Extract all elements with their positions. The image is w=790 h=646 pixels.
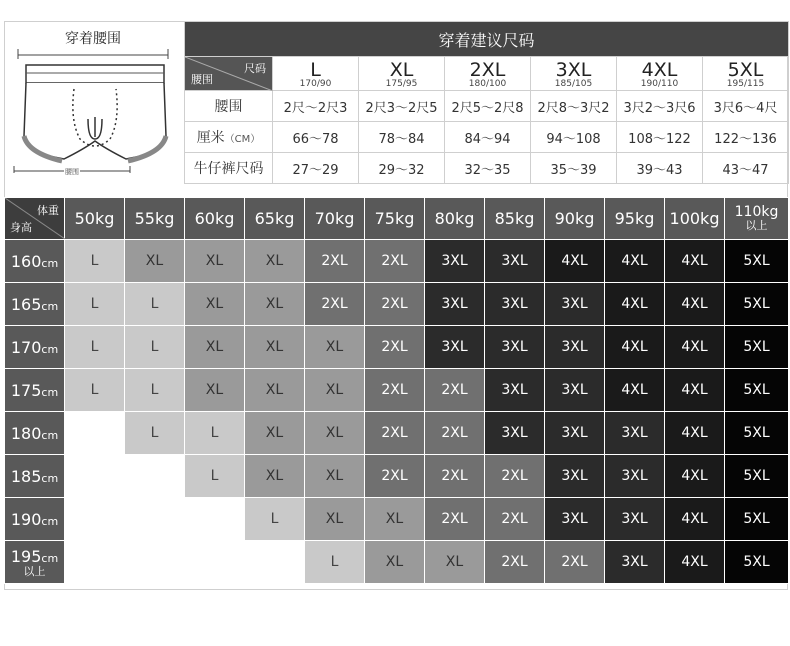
size-sub: 170/90	[299, 78, 332, 89]
size-cell: XL	[245, 412, 305, 455]
size-cell: L	[305, 541, 365, 584]
size-cell: L	[125, 369, 185, 412]
spec-row-label-cm: 厘米（CM）	[185, 122, 273, 153]
size-cell: XL	[365, 498, 425, 541]
size-label: 3XL	[555, 58, 592, 81]
height-row	[5, 498, 789, 541]
weight-header	[125, 198, 185, 240]
size-cell: 3XL	[545, 455, 605, 498]
size-cell: XL	[185, 283, 245, 326]
size-cell: XL	[305, 326, 365, 369]
size-cell: 5XL	[725, 240, 789, 283]
size-cell	[125, 455, 185, 498]
size-col-4XL	[617, 57, 703, 91]
height-unit: cm	[41, 256, 59, 270]
size-cell: 2XL	[425, 412, 485, 455]
size-cell: 5XL	[725, 541, 789, 584]
size-cell	[65, 541, 125, 584]
height-unit: cm	[41, 551, 59, 565]
weight-header	[185, 198, 245, 240]
height-unit: cm	[41, 514, 59, 528]
size-label: L	[310, 58, 321, 81]
size-cell: 4XL	[665, 412, 725, 455]
size-cell: XL	[245, 326, 305, 369]
size-cell: 4XL	[665, 541, 725, 584]
size-cell: XL	[245, 240, 305, 283]
size-cell: 2XL	[365, 326, 425, 369]
size-cell: XL	[305, 369, 365, 412]
height-value: 180	[10, 423, 42, 443]
size-cell: 2XL	[365, 455, 425, 498]
height-header	[5, 369, 65, 412]
size-cell: XL	[185, 326, 245, 369]
weight-header	[545, 198, 605, 240]
size-cell: XL	[305, 412, 365, 455]
size-cell	[65, 498, 125, 541]
size-cell: XL	[245, 455, 305, 498]
weight-label: 75kg	[374, 209, 415, 228]
size-cell: XL	[185, 240, 245, 283]
size-cell	[65, 455, 125, 498]
size-cell: 5XL	[725, 498, 789, 541]
weight-label: 100kg	[669, 209, 720, 228]
briefs-icon	[4, 21, 182, 182]
size-cell: XL	[125, 240, 185, 283]
size-cell: 3XL	[545, 326, 605, 369]
size-cell: 3XL	[485, 326, 545, 369]
size-cell: 3XL	[485, 240, 545, 283]
spec-cell: 66～78	[273, 122, 359, 153]
size-label: XL	[389, 58, 414, 81]
size-cell: 4XL	[665, 369, 725, 412]
size-cell: 2XL	[485, 541, 545, 584]
size-cell: 2XL	[425, 369, 485, 412]
size-col-2XL	[445, 57, 531, 91]
spec-cell: 84～94	[445, 122, 531, 153]
size-cell: 3XL	[605, 412, 665, 455]
size-cell: 4XL	[605, 326, 665, 369]
size-spec-table	[184, 21, 789, 184]
size-cell: L	[245, 498, 305, 541]
illustration-title: 穿着腰围	[65, 31, 121, 47]
height-value: 190	[10, 509, 42, 529]
spec-cell: 2尺5～2尺8	[445, 91, 531, 122]
size-col-5XL	[703, 57, 789, 91]
size-cell: 5XL	[725, 326, 789, 369]
weight-header	[485, 198, 545, 240]
size-cell: L	[185, 412, 245, 455]
height-value: 160	[10, 251, 42, 271]
size-cell: 5XL	[725, 455, 789, 498]
height-row	[5, 541, 789, 584]
size-cell: XL	[185, 369, 245, 412]
size-cell: XL	[305, 498, 365, 541]
spec-cell: 39～43	[617, 153, 703, 184]
size-cell: L	[125, 283, 185, 326]
weight-label-line2: 以上	[745, 218, 768, 232]
size-cell: L	[65, 240, 125, 283]
height-header	[5, 240, 65, 283]
size-sub: 185/105	[554, 78, 593, 89]
size-cell: XL	[305, 455, 365, 498]
height-unit: cm	[41, 428, 59, 442]
size-sub: 175/95	[385, 78, 418, 89]
size-cell: 3XL	[425, 240, 485, 283]
weight-header	[305, 198, 365, 240]
size-cell	[65, 412, 125, 455]
size-cell	[185, 498, 245, 541]
height-unit: cm	[41, 299, 59, 313]
height-row	[5, 369, 789, 412]
weight-label: 65kg	[254, 209, 295, 228]
size-cell: 3XL	[485, 283, 545, 326]
size-cell: 3XL	[485, 412, 545, 455]
size-cell: 3XL	[605, 498, 665, 541]
height-row	[5, 283, 789, 326]
size-cell: 4XL	[545, 240, 605, 283]
weight-header	[605, 198, 665, 240]
size-cell: 2XL	[365, 369, 425, 412]
spec-cell: 32～35	[445, 153, 531, 184]
size-cell	[125, 498, 185, 541]
size-cell: 5XL	[725, 412, 789, 455]
size-cell: 4XL	[605, 240, 665, 283]
size-sub: 180/100	[468, 78, 507, 89]
size-cell: 2XL	[425, 498, 485, 541]
size-cell: 2XL	[425, 455, 485, 498]
size-cell: 4XL	[605, 369, 665, 412]
size-cell: 2XL	[485, 455, 545, 498]
size-cell: 2XL	[365, 412, 425, 455]
size-cell: 4XL	[605, 283, 665, 326]
size-cell	[245, 541, 305, 584]
spec-cell: 43～47	[703, 153, 789, 184]
size-recommendation-grid	[4, 197, 789, 584]
size-label: 5XL	[727, 58, 764, 81]
spec-cell: 122～136	[703, 122, 789, 153]
size-cell: 3XL	[545, 498, 605, 541]
size-cell	[125, 541, 185, 584]
weight-label: 70kg	[314, 209, 355, 228]
spec-cell: 94～108	[531, 122, 617, 153]
height-header	[5, 412, 65, 455]
height-header	[5, 498, 65, 541]
size-cell: 2XL	[365, 240, 425, 283]
weight-header-row	[5, 198, 789, 240]
spec-row-label-waist: 腰围	[185, 91, 273, 122]
weight-header	[665, 198, 725, 240]
size-cell: 5XL	[725, 369, 789, 412]
height-unit: cm	[41, 385, 59, 399]
height-value: 195	[10, 546, 42, 566]
size-cell: L	[65, 369, 125, 412]
size-col-XL	[359, 57, 445, 91]
weight-label: 60kg	[194, 209, 235, 228]
size-cell: 3XL	[545, 283, 605, 326]
size-cell: XL	[425, 541, 485, 584]
size-cell: XL	[245, 369, 305, 412]
size-cell: 4XL	[665, 455, 725, 498]
weight-header	[65, 198, 125, 240]
weight-header	[365, 198, 425, 240]
spec-corner-top: 尺码	[244, 62, 266, 75]
waist-illustration	[4, 21, 182, 182]
size-col-L	[273, 57, 359, 91]
size-cell: 4XL	[665, 283, 725, 326]
spec-cell: 29～32	[359, 153, 445, 184]
weight-header	[725, 198, 789, 240]
height-row	[5, 412, 789, 455]
height-value: 170	[10, 337, 42, 357]
size-cell: 4XL	[665, 240, 725, 283]
spec-cell: 2尺～2尺3	[273, 91, 359, 122]
grid-body	[5, 240, 789, 584]
height-header	[5, 541, 65, 584]
spec-cell: 108～122	[617, 122, 703, 153]
spec-cell: 78～84	[359, 122, 445, 153]
size-cell: 2XL	[545, 541, 605, 584]
size-sub: 195/115	[726, 78, 765, 89]
grid-corner-cell	[5, 198, 65, 240]
spec-cell: 3尺6～4尺	[703, 91, 789, 122]
spec-row-label-jeans: 牛仔裤尺码	[185, 153, 273, 184]
size-cell: 4XL	[665, 326, 725, 369]
height-row	[5, 455, 789, 498]
size-cell: L	[65, 326, 125, 369]
height-header	[5, 455, 65, 498]
size-sub: 190/110	[640, 78, 679, 89]
grid-corner-bottom: 身高	[10, 221, 32, 234]
size-cell	[185, 541, 245, 584]
size-cell: XL	[365, 541, 425, 584]
spec-cell: 35～39	[531, 153, 617, 184]
size-cell: 5XL	[725, 283, 789, 326]
size-cell: 3XL	[425, 326, 485, 369]
size-col-3XL	[531, 57, 617, 91]
size-cell: XL	[245, 283, 305, 326]
height-row	[5, 326, 789, 369]
weight-label: 110kg	[734, 203, 779, 220]
weight-label: 50kg	[74, 209, 115, 228]
weight-label: 95kg	[614, 209, 655, 228]
height-unit: cm	[41, 471, 59, 485]
spec-banner: 穿着建议尺码	[185, 22, 789, 57]
size-cell: 2XL	[365, 283, 425, 326]
weight-header	[245, 198, 305, 240]
weight-label: 80kg	[434, 209, 475, 228]
size-cell: 3XL	[485, 369, 545, 412]
size-cell: L	[65, 283, 125, 326]
height-unit: cm	[41, 342, 59, 356]
spec-cell: 2尺8～3尺2	[531, 91, 617, 122]
height-value: 185	[10, 466, 42, 486]
spec-cell: 3尺2～3尺6	[617, 91, 703, 122]
size-cell: 3XL	[545, 369, 605, 412]
height-line2: 以上	[23, 564, 46, 578]
size-cell: 3XL	[545, 412, 605, 455]
size-cell: 3XL	[605, 541, 665, 584]
size-cell: L	[185, 455, 245, 498]
grid-corner-top: 体重	[37, 204, 59, 217]
height-row	[5, 240, 789, 283]
size-cell: 2XL	[305, 283, 365, 326]
spec-corner-cell	[185, 57, 273, 91]
weight-label: 90kg	[554, 209, 595, 228]
spec-cell: 27～29	[273, 153, 359, 184]
height-value: 165	[10, 294, 42, 314]
size-cell: 2XL	[305, 240, 365, 283]
size-label: 2XL	[469, 58, 506, 81]
size-cell: 3XL	[425, 283, 485, 326]
height-header	[5, 283, 65, 326]
size-cell: 2XL	[485, 498, 545, 541]
size-cell: 4XL	[665, 498, 725, 541]
height-header	[5, 326, 65, 369]
spec-corner-bottom: 腰围	[191, 73, 213, 86]
size-cell: 3XL	[605, 455, 665, 498]
size-label: 4XL	[641, 58, 678, 81]
weight-label: 55kg	[134, 209, 175, 228]
size-cell: L	[125, 412, 185, 455]
size-cell: L	[125, 326, 185, 369]
illustration-caption: 腰围	[65, 168, 79, 176]
weight-label: 85kg	[494, 209, 535, 228]
height-value: 175	[10, 380, 42, 400]
weight-header	[425, 198, 485, 240]
spec-cell: 2尺3～2尺5	[359, 91, 445, 122]
